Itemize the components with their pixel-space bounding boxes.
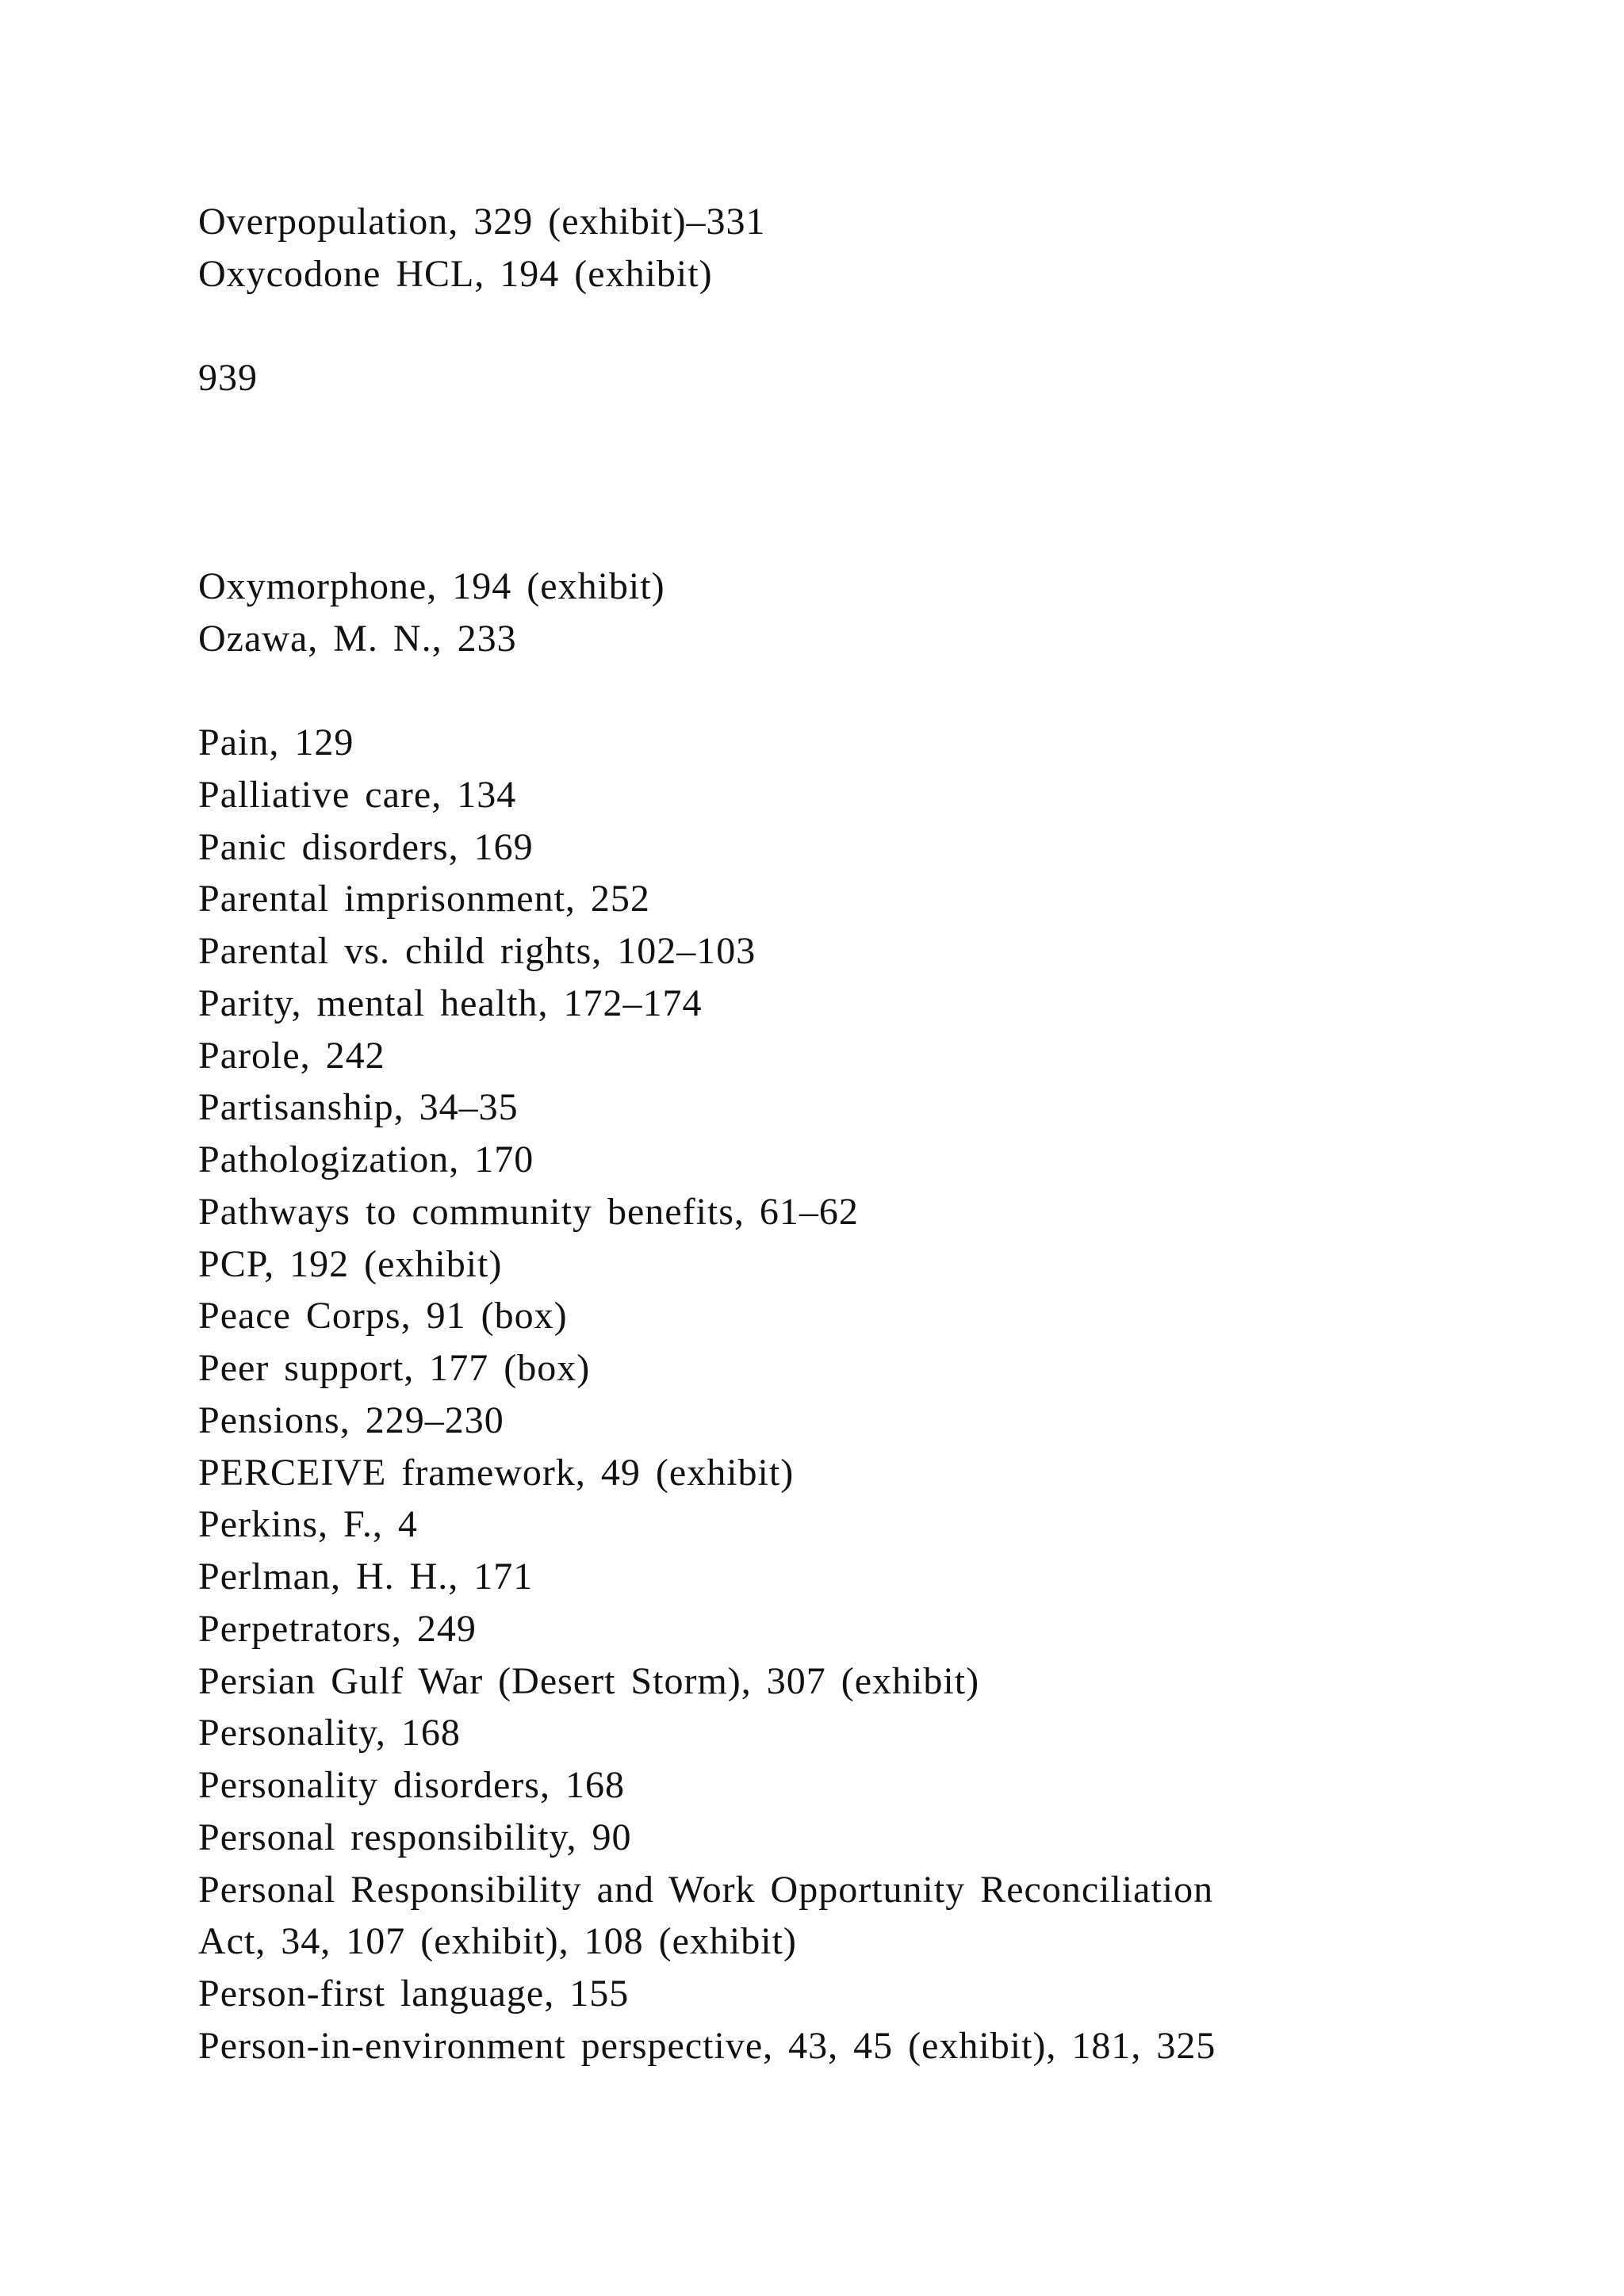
index-entry: Parity, mental health, 172–174	[198, 982, 703, 1024]
index-entry: Personal responsibility, 90	[198, 1816, 632, 1858]
index-entry: Perkins, F., 4	[198, 1503, 418, 1545]
index-entry: PERCEIVE framework, 49 (exhibit)	[198, 1452, 795, 1494]
index-entry: Partisanship, 34–35	[198, 1086, 519, 1128]
index-entry: Ozawa, M. N., 233	[198, 618, 517, 660]
index-entry: Parental imprisonment, 252	[198, 878, 650, 920]
index-entry: Pain, 129	[198, 721, 354, 763]
index-entry: Person-in-environment perspective, 43, 45 (exhibit), 181, 325	[198, 2025, 1216, 2067]
index-entry-continuation: Act, 34, 107 (exhibit), 108 (exhibit)	[198, 1920, 797, 1962]
index-entry: Person-first language, 155	[198, 1973, 630, 2015]
index-entry: Pathways to community benefits, 61–62	[198, 1191, 859, 1233]
index-entry: Parental vs. child rights, 102–103	[198, 930, 756, 972]
index-entry: Perpetrators, 249	[198, 1608, 477, 1650]
index-entry: Pathologization, 170	[198, 1138, 534, 1181]
index-entry: Peace Corps, 91 (box)	[198, 1295, 568, 1337]
index-entry: Personality disorders, 168	[198, 1764, 625, 1806]
index-entry: Palliative care, 134	[198, 774, 517, 816]
index-entry: Oxymorphone, 194 (exhibit)	[198, 565, 665, 607]
index-entry: Overpopulation, 329 (exhibit)–331	[198, 201, 766, 243]
index-entry: Parole, 242	[198, 1035, 385, 1077]
index-entry: Persian Gulf War (Desert Storm), 307 (exhibit)	[198, 1660, 980, 1702]
index-entry: Panic disorders, 169	[198, 826, 534, 868]
index-entry: Personal Responsibility and Work Opportunity Reconciliation	[198, 1869, 1214, 1911]
index-entry: PCP, 192 (exhibit)	[198, 1243, 503, 1285]
index-entry: Personality, 168	[198, 1712, 461, 1754]
page-number: 939	[198, 357, 258, 399]
index-entry: Peer support, 177 (box)	[198, 1347, 591, 1389]
index-entry: Oxycodone HCL, 194 (exhibit)	[198, 253, 713, 295]
index-entry: Pensions, 229–230	[198, 1399, 504, 1441]
index-entry: Perlman, H. H., 171	[198, 1556, 534, 1598]
